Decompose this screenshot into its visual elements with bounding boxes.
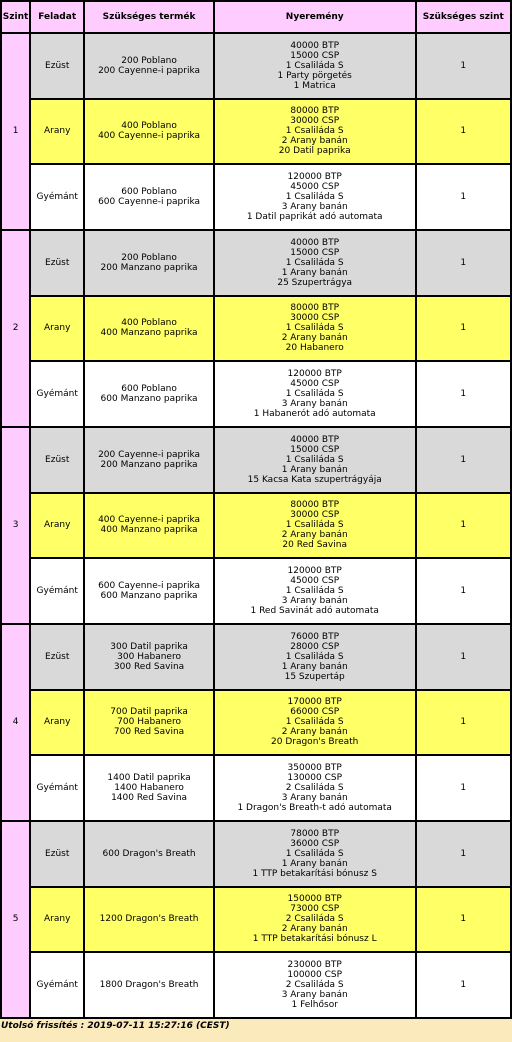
- reward-line: 120000 BTP: [287, 566, 342, 577]
- reward-cell: [214, 755, 416, 821]
- product-line: 200 Manzano paprika: [100, 459, 198, 470]
- required-level-cell: 1: [416, 952, 511, 1018]
- product-line: 200 Poblano: [121, 55, 177, 66]
- table-row: [1, 361, 511, 427]
- task-name-cell: Gyémánt: [30, 164, 84, 230]
- reward-line: 2 Arany banán: [281, 530, 348, 541]
- reward-line: 1 Csaliláda S: [285, 651, 344, 662]
- reward-line: 45000 CSP: [290, 576, 340, 587]
- reward-line: 120000 BTP: [287, 172, 342, 183]
- reward-line: 1 Arany banán: [281, 858, 348, 869]
- reward-line: 1 Red Savinát adó automata: [250, 606, 379, 617]
- reward-cell: [214, 558, 416, 624]
- reward-line: 2 Arany banán: [281, 136, 348, 147]
- reward-line: 73000 CSP: [290, 904, 340, 915]
- product-line: 700 Datil paprika: [110, 707, 188, 718]
- product-line: 700 Red Savina: [113, 727, 185, 738]
- reward-line: 76000 BTP: [290, 631, 339, 642]
- reward-line: 350000 BTP: [287, 763, 342, 774]
- task-name-cell: Ezüst: [30, 230, 84, 296]
- table-row: [1, 99, 511, 165]
- reward-line: 80000 BTP: [290, 106, 339, 117]
- reward-line: 1 Csaliláda S: [285, 257, 344, 268]
- product-line: 400 Cayenne-i paprika: [98, 515, 201, 526]
- required-product-cell: [84, 624, 214, 690]
- required-level-cell: 1: [416, 296, 511, 362]
- reward-line: 15 Kacsa Kata szupertrágyája: [247, 474, 382, 485]
- reward-cell: [214, 952, 416, 1018]
- reward-line: 1 Csaliláda S: [285, 389, 344, 400]
- required-level-cell: 1: [416, 33, 511, 99]
- reward-line: 2 Arany banán: [281, 727, 348, 738]
- reward-line: 230000 BTP: [287, 960, 342, 971]
- reward-line: 1 Felhősor: [291, 1000, 338, 1011]
- reward-cell: [214, 361, 416, 427]
- reward-line: 15 Szupertáp: [284, 671, 345, 682]
- product-line: 400 Manzano paprika: [100, 328, 198, 339]
- table-row: [1, 755, 511, 821]
- reward-line: 1 TTP betakarítási bónusz L: [252, 934, 377, 945]
- product-line: 300 Red Savina: [113, 661, 185, 672]
- reward-line: 1 Csaliláda S: [285, 454, 344, 465]
- product-line: 600 Manzano paprika: [100, 394, 198, 405]
- reward-cell: [214, 33, 416, 99]
- product-line: 1400 Habanero: [114, 783, 184, 794]
- product-line: 400 Manzano paprika: [100, 525, 198, 536]
- required-level-cell: 1: [416, 361, 511, 427]
- required-product-cell: [84, 33, 214, 99]
- reward-cell: [214, 690, 416, 756]
- reward-line: 2 Csaliláda S: [285, 980, 344, 991]
- table-row: [1, 821, 511, 887]
- reward-line: 25 Szupertrágya: [277, 277, 353, 288]
- table-row: [1, 296, 511, 362]
- required-product-cell: [84, 427, 214, 493]
- product-line: 400 Poblano: [121, 318, 177, 329]
- reward-line: 1 Csaliláda S: [285, 717, 344, 728]
- table-body: [1, 33, 511, 1018]
- reward-cell: [214, 624, 416, 690]
- product-line: 1400 Red Savina: [111, 793, 188, 804]
- level-cell: 3: [1, 427, 30, 624]
- reward-line: 1 Csaliláda S: [285, 323, 344, 334]
- reward-line: 1 Matrica: [293, 80, 336, 91]
- reward-line: 15000 CSP: [290, 247, 340, 258]
- required-level-cell: 1: [416, 164, 511, 230]
- reward-cell: [214, 296, 416, 362]
- product-line: 400 Poblano: [121, 121, 177, 132]
- task-name-cell: Gyémánt: [30, 361, 84, 427]
- required-product-cell: [84, 493, 214, 559]
- task-name-cell: Ezüst: [30, 427, 84, 493]
- reward-line: 1 TTP betakarítási bónusz S: [252, 868, 377, 879]
- reward-line: 78000 BTP: [290, 828, 339, 839]
- header-row: [1, 1, 511, 33]
- reward-line: 1 Party pörgetés: [277, 70, 352, 81]
- reward-line: 3 Arany banán: [281, 793, 348, 804]
- reward-line: 20 Datil paprika: [278, 146, 351, 157]
- required-level-cell: 1: [416, 624, 511, 690]
- task-name-cell: Ezüst: [30, 821, 84, 887]
- required-level-cell: 1: [416, 99, 511, 165]
- reward-line: 3 Arany banán: [281, 399, 348, 410]
- required-product-cell: [84, 558, 214, 624]
- required-level-cell: 1: [416, 887, 511, 953]
- required-product-cell: [84, 99, 214, 165]
- reward-line: 3 Arany banán: [281, 990, 348, 1001]
- reward-cell: [214, 821, 416, 887]
- level-cell: 5: [1, 821, 30, 1018]
- product-line: 600 Manzano paprika: [100, 591, 198, 602]
- table-row: [1, 164, 511, 230]
- reward-line: 1 Csaliláda S: [285, 586, 344, 597]
- reward-cell: [214, 493, 416, 559]
- header-required-level: Szükséges szint: [416, 1, 511, 33]
- table-row: [1, 690, 511, 756]
- product-line: 200 Cayenne-i paprika: [98, 449, 201, 460]
- reward-line: 2 Arany banán: [281, 924, 348, 935]
- reward-line: 3 Arany banán: [281, 202, 348, 213]
- reward-line: 1 Arany banán: [281, 464, 348, 475]
- product-line: 600 Dragon's Breath: [102, 848, 196, 859]
- required-product-cell: [84, 230, 214, 296]
- reward-line: 36000 CSP: [290, 838, 340, 849]
- reward-cell: [214, 887, 416, 953]
- product-line: 300 Datil paprika: [110, 641, 188, 652]
- level-cell: 2: [1, 230, 30, 427]
- reward-line: 1 Csaliláda S: [285, 192, 344, 203]
- table-row: [1, 887, 511, 953]
- reward-line: 30000 CSP: [290, 510, 340, 521]
- task-name-cell: Ezüst: [30, 33, 84, 99]
- required-product-cell: [84, 164, 214, 230]
- reward-line: 20 Red Savina: [282, 540, 347, 551]
- reward-line: 80000 BTP: [290, 303, 339, 314]
- reward-line: 40000 BTP: [290, 40, 339, 51]
- reward-line: 2 Csaliláda S: [285, 914, 344, 925]
- level-cell: 1: [1, 33, 30, 230]
- last-update: Utolsó frissítés : 2019-07-11 15:27:16 (CEST): [1, 1021, 230, 1031]
- reward-line: 40000 BTP: [290, 434, 339, 445]
- product-line: 600 Cayenne-i paprika: [98, 197, 201, 208]
- task-name-cell: Ezüst: [30, 624, 84, 690]
- table-row: [1, 558, 511, 624]
- required-level-cell: 1: [416, 558, 511, 624]
- required-level-cell: 1: [416, 493, 511, 559]
- required-level-cell: 1: [416, 230, 511, 296]
- reward-line: 20 Dragon's Breath: [271, 737, 359, 748]
- task-name-cell: Arany: [30, 296, 84, 362]
- level-cell: 4: [1, 624, 30, 821]
- required-product-cell: [84, 361, 214, 427]
- table-row: [1, 427, 511, 493]
- reward-line: 1 Habanerót adó automata: [253, 409, 376, 420]
- product-line: 1400 Datil paprika: [107, 773, 191, 784]
- reward-line: 45000 CSP: [290, 182, 340, 193]
- reward-line: 15000 CSP: [290, 50, 340, 61]
- required-level-cell: 1: [416, 427, 511, 493]
- reward-line: 1 Csaliláda S: [285, 848, 344, 859]
- table-row: [1, 952, 511, 1018]
- reward-line: 130000 CSP: [287, 773, 343, 784]
- reward-line: 1 Csaliláda S: [285, 60, 344, 71]
- task-name-cell: Arany: [30, 493, 84, 559]
- required-product-cell: [84, 952, 214, 1018]
- product-line: 600 Poblano: [121, 187, 177, 198]
- required-product-cell: [84, 690, 214, 756]
- required-level-cell: 1: [416, 755, 511, 821]
- table-row: [1, 33, 511, 99]
- required-level-cell: 1: [416, 690, 511, 756]
- product-line: 600 Poblano: [121, 384, 177, 395]
- task-name-cell: Gyémánt: [30, 952, 84, 1018]
- reward-line: 100000 CSP: [287, 970, 343, 981]
- required-product-cell: [84, 755, 214, 821]
- reward-line: 28000 CSP: [290, 641, 340, 652]
- required-product-cell: [84, 887, 214, 953]
- task-name-cell: Arany: [30, 99, 84, 165]
- reward-line: 1 Csaliláda S: [285, 126, 344, 137]
- product-line: 1800 Dragon's Breath: [99, 980, 199, 991]
- product-line: 300 Habanero: [117, 651, 181, 662]
- product-line: 200 Poblano: [121, 252, 177, 263]
- task-name-cell: Gyémánt: [30, 755, 84, 821]
- reward-line: 1 Arany banán: [281, 267, 348, 278]
- header-level: Szint: [1, 1, 30, 33]
- task-name-cell: Arany: [30, 887, 84, 953]
- reward-line: 170000 BTP: [287, 697, 342, 708]
- reward-line: 80000 BTP: [290, 500, 339, 511]
- reward-cell: [214, 427, 416, 493]
- reward-line: 1 Arany banán: [281, 661, 348, 672]
- required-level-cell: 1: [416, 821, 511, 887]
- header-reward: Nyeremény: [214, 1, 416, 33]
- reward-cell: [214, 230, 416, 296]
- product-line: 1200 Dragon's Breath: [99, 914, 199, 925]
- reward-line: 2 Arany banán: [281, 333, 348, 344]
- table-row: [1, 493, 511, 559]
- reward-cell: [214, 164, 416, 230]
- reward-line: 3 Arany banán: [281, 596, 348, 607]
- task-name-cell: Arany: [30, 690, 84, 756]
- required-product-cell: [84, 821, 214, 887]
- required-product-cell: [84, 296, 214, 362]
- reward-cell: [214, 99, 416, 165]
- reward-line: 1 Csaliláda S: [285, 520, 344, 531]
- header-task: Feladat: [30, 1, 84, 33]
- reward-line: 30000 CSP: [290, 313, 340, 324]
- product-line: 200 Manzano paprika: [100, 262, 198, 273]
- header-required-product: Szükséges termék: [84, 1, 214, 33]
- reward-line: 30000 CSP: [290, 116, 340, 127]
- reward-line: 20 Habanero: [285, 343, 344, 354]
- reward-line: 1 Dragon's Breath-t adó automata: [237, 803, 392, 814]
- task-name-cell: Gyémánt: [30, 558, 84, 624]
- reward-line: 1 Datil paprikát adó automata: [246, 212, 383, 223]
- reward-line: 45000 CSP: [290, 379, 340, 390]
- reward-line: 15000 CSP: [290, 444, 340, 455]
- product-line: 200 Cayenne-i paprika: [98, 65, 201, 76]
- product-line: 700 Habanero: [117, 717, 181, 728]
- reward-line: 120000 BTP: [287, 369, 342, 380]
- reward-line: 66000 CSP: [290, 707, 340, 718]
- reward-line: 2 Csaliláda S: [285, 783, 344, 794]
- reward-line: 150000 BTP: [287, 894, 342, 905]
- product-line: 400 Cayenne-i paprika: [98, 131, 201, 142]
- reward-line: 40000 BTP: [290, 237, 339, 248]
- product-line: 600 Cayenne-i paprika: [98, 581, 201, 592]
- table-row: [1, 230, 511, 296]
- table-row: [1, 624, 511, 690]
